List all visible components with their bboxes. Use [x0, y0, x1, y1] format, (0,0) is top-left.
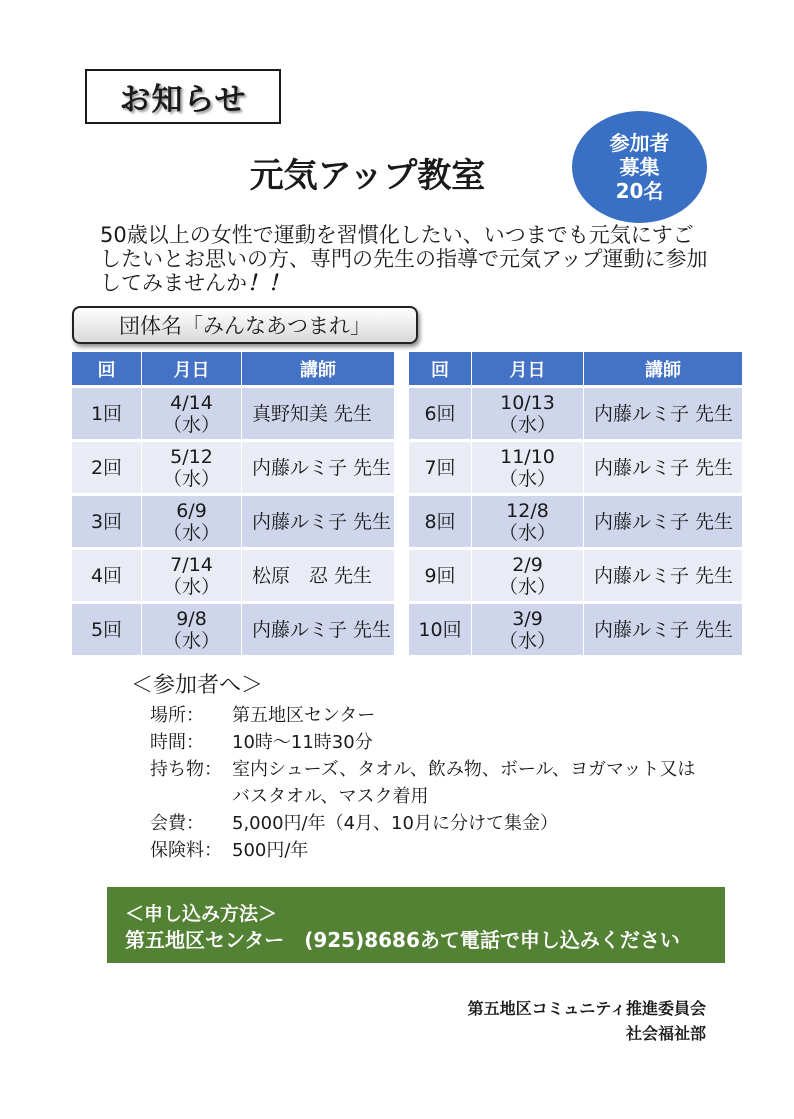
participants-info [150, 702, 710, 864]
intro-paragraph [100, 223, 710, 295]
info-label: 持ち物： [150, 759, 222, 780]
header-date: 月日 [142, 352, 242, 388]
info-value: 室内シューズ、タオル、飲み物、ボール、ヨガマット又は [232, 759, 696, 780]
table-header-row [409, 352, 743, 388]
info-row [150, 702, 710, 729]
weekday-value: （水） [498, 413, 556, 436]
info-row [150, 837, 710, 864]
table-row [72, 496, 395, 550]
date-value: 2/9 [512, 553, 543, 576]
teacher-cell: 内藤ルミ子 先生 [242, 496, 395, 550]
date-value: 6/9 [176, 499, 207, 522]
weekday-value: （水） [162, 413, 220, 436]
weekday-value: （水） [498, 467, 556, 490]
weekday-value: （水） [498, 629, 556, 652]
date-value: 12/8 [506, 499, 549, 522]
teacher-cell: 内藤ルミ子 先生 [584, 388, 743, 442]
table-row [409, 388, 743, 442]
teacher-cell: 内藤ルミ子 先生 [584, 496, 743, 550]
date-value: 7/14 [170, 553, 213, 576]
table-row [72, 442, 395, 496]
date-value: 9/8 [176, 607, 207, 630]
teacher-cell: 内藤ルミ子 先生 [584, 550, 743, 604]
signature-organization: 第五地区コミュニティ推進委員会 [467, 999, 706, 1018]
info-row [150, 756, 710, 783]
date-cell [142, 496, 242, 550]
date-value: 3/9 [512, 607, 543, 630]
info-value: 10時～11時30分 [232, 732, 373, 753]
info-value: バスタオル、マスク着用 [232, 786, 429, 807]
date-cell [142, 550, 242, 604]
teacher-cell: 松原 忍 先生 [242, 550, 395, 604]
info-value: 5,000円/年（4月、10月に分けて集金） [232, 813, 558, 834]
session-cell: 6回 [409, 388, 472, 442]
session-cell: 9回 [409, 550, 472, 604]
date-cell [472, 496, 584, 550]
date-value: 4/14 [170, 391, 213, 414]
session-cell: 3回 [72, 496, 142, 550]
date-cell [472, 388, 584, 442]
info-label: 時間： [150, 732, 204, 753]
info-label: 会費： [150, 813, 204, 834]
application-text: 第五地区センター (925)8686あて電話で申し込みください [125, 928, 680, 952]
table-header-row [72, 352, 395, 388]
page-title: 元気アップ教室 [249, 156, 486, 196]
header-teacher: 講師 [242, 352, 395, 388]
teacher-cell: 内藤ルミ子 先生 [242, 442, 395, 496]
intro-emphasis: ！！ [247, 271, 289, 295]
application-heading: ＜申し込み方法＞ [125, 903, 278, 925]
weekday-value: （水） [498, 521, 556, 544]
signature-department: 社会福祉部 [625, 1024, 706, 1043]
badge-line-2: 募集 [619, 155, 660, 179]
header-teacher: 講師 [584, 352, 743, 388]
date-cell [472, 604, 584, 658]
table-row [409, 442, 743, 496]
table-row [72, 550, 395, 604]
intro-text: 50歳以上の女性で運動を習慣化したい、いつまでも元気にすごしたいとお思いの方、専門の先生の指導で元気アップ運動に参加してみませんか [100, 223, 708, 295]
weekday-value: （水） [498, 575, 556, 598]
teacher-cell: 内藤ルミ子 先生 [242, 604, 395, 658]
schedule-table-right [409, 352, 743, 658]
weekday-value: （水） [162, 467, 220, 490]
participants-heading: ＜参加者へ＞ [131, 673, 264, 698]
table-row [409, 496, 743, 550]
header-session: 回 [72, 352, 142, 388]
teacher-cell: 内藤ルミ子 先生 [584, 442, 743, 496]
session-cell: 2回 [72, 442, 142, 496]
weekday-value: （水） [162, 521, 220, 544]
signature [468, 996, 706, 1046]
date-value: 5/12 [170, 445, 213, 468]
info-label: 保険料： [150, 840, 222, 861]
info-value: 500円/年 [232, 840, 309, 861]
teacher-cell: 内藤ルミ子 先生 [584, 604, 743, 658]
badge-line-3: 20名 [615, 179, 664, 203]
info-label: 場所： [150, 705, 204, 726]
table-row [72, 388, 395, 442]
badge-line-1: 参加者 [609, 131, 670, 155]
info-label [150, 783, 232, 810]
schedule-table-left [72, 352, 395, 658]
date-value: 10/13 [500, 391, 555, 414]
header-session: 回 [409, 352, 472, 388]
session-cell: 5回 [72, 604, 142, 658]
session-cell: 8回 [409, 496, 472, 550]
info-row [150, 729, 710, 756]
header-date: 月日 [472, 352, 584, 388]
session-cell: 10回 [409, 604, 472, 658]
date-value: 11/10 [500, 445, 555, 468]
weekday-value: （水） [162, 629, 220, 652]
session-cell: 7回 [409, 442, 472, 496]
application-box [107, 887, 725, 963]
date-cell [142, 388, 242, 442]
date-cell [472, 442, 584, 496]
table-row [72, 604, 395, 658]
info-row [150, 783, 710, 810]
date-cell [472, 550, 584, 604]
info-value: 第五地区センター [232, 705, 376, 726]
weekday-value: （水） [162, 575, 220, 598]
table-row [409, 550, 743, 604]
date-cell [142, 442, 242, 496]
recruitment-badge [572, 111, 707, 223]
table-row [409, 604, 743, 658]
teacher-cell: 真野知美 先生 [242, 388, 395, 442]
notice-label: お知らせ [85, 69, 281, 124]
session-cell: 1回 [72, 388, 142, 442]
session-cell: 4回 [72, 550, 142, 604]
date-cell [142, 604, 242, 658]
group-name-label: 団体名「みんなあつまれ」 [72, 306, 418, 344]
info-row [150, 810, 710, 837]
